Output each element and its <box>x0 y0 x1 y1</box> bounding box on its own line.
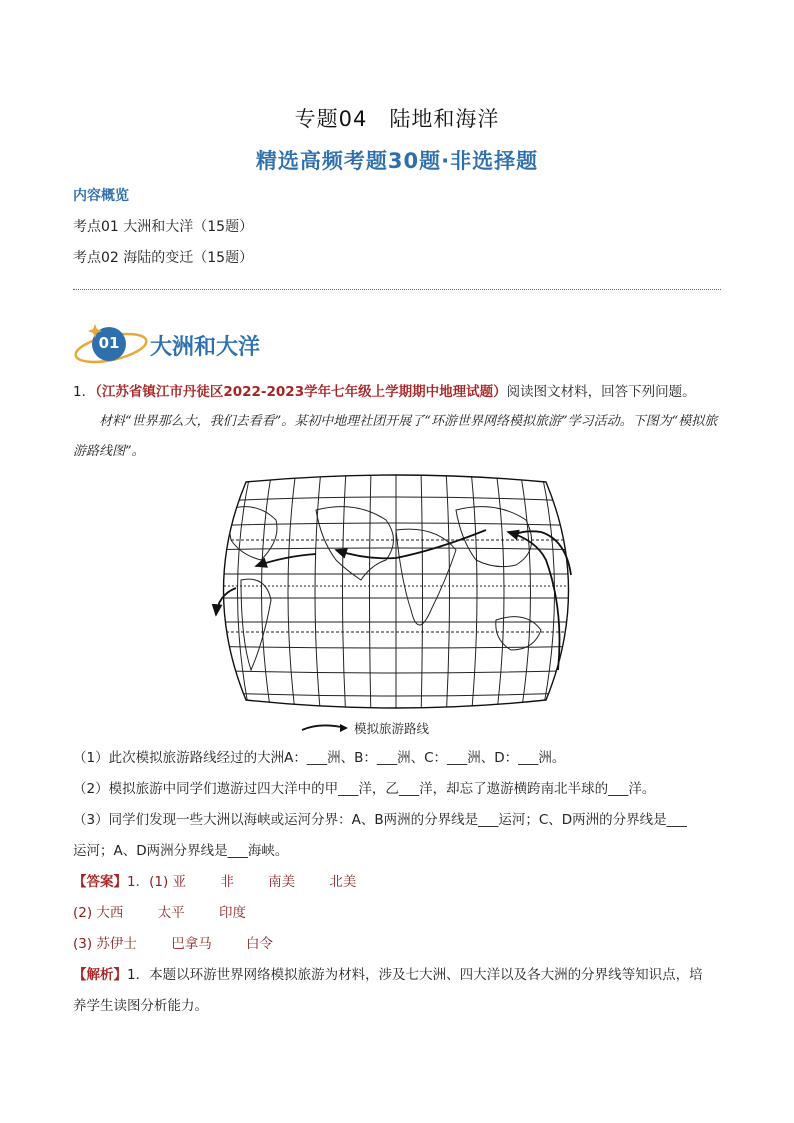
divider <box>73 289 721 290</box>
legend-label: 模拟旅游路线 <box>354 721 430 736</box>
question-source: （江苏省镇江市丹徒区2022-2023学年七年级上学期期中地理试题） <box>95 384 507 400</box>
answer-value: 非 <box>220 874 234 890</box>
answer-line-2 <box>73 903 733 923</box>
answer-value: 亚 <box>172 874 187 890</box>
analysis-text: 1．本题以环游世界网络模拟旅游为材料，涉及七大洲、四大洋以及各大洲的分界线等知识点，培 <box>127 967 703 983</box>
page-title: 专题04 陆地和海洋 <box>294 107 500 131</box>
answer-value: 白令 <box>246 936 274 952</box>
answer-prefix-2: (2) <box>73 905 93 921</box>
question-1-header <box>73 382 733 402</box>
overview-label: 内容概览 <box>73 188 129 204</box>
answer-value: 南美 <box>268 874 296 890</box>
analysis-line-1 <box>73 965 733 985</box>
analysis-line-2: 养学生读图分析能力。 <box>73 998 208 1014</box>
answer-value: 苏伊士 <box>96 936 137 952</box>
sub-question-2: （2）模拟旅游中同学们遨游过四大洋中的甲___洋，乙___洋，却忘了遨游横跨南北半球的___洋。 <box>73 781 656 797</box>
answer-value: 大西 <box>96 905 124 921</box>
key-point-1: 考点01 大洲和大洋（15题） <box>73 219 254 235</box>
answer-value: 印度 <box>219 905 247 921</box>
answer-label: 【答案】 <box>73 874 127 890</box>
sub-question-3a: （3）同学们发现一些大洲以海峡或运河分界：A、B两洲的分界线是___运河；C、D两洲的分界线是___ <box>73 812 687 828</box>
answer-line-1 <box>73 872 733 892</box>
sub-question-1: （1）此次模拟旅游路线经过的大洲A：___洲、B：___洲、C：___洲、D：___洲。 <box>73 750 566 766</box>
section-title: 大洲和大洋 <box>150 335 261 360</box>
answer-prefix-3: (3) <box>73 936 93 952</box>
page-subtitle: 精选高频考题30题·非选择题 <box>255 149 539 173</box>
answer-line-3 <box>73 934 733 954</box>
question-number: 1． <box>73 384 96 400</box>
answer-prefix-1: 1．(1) <box>127 874 169 890</box>
question-prompt: 阅读图文材料，回答下列问题。 <box>506 384 696 400</box>
analysis-label: 【解析】 <box>73 967 127 983</box>
answer-value: 巴拿马 <box>171 936 212 952</box>
material-text: 材料“世界那么大，我们去看看”。某初中地理社团开展了“环游世界网络模拟旅游”学习活动。下图为“模拟旅游路线图”。 <box>73 414 718 459</box>
answer-value: 太平 <box>157 905 185 921</box>
key-point-2: 考点02 海陆的变迁（15题） <box>73 250 254 266</box>
answer-value: 北美 <box>329 874 357 890</box>
map-legend <box>300 718 600 738</box>
sub-question-3b: 运河；A、D两洲分界线是___海峡。 <box>73 843 289 859</box>
route-map <box>196 470 596 740</box>
section-number: 01 <box>98 334 120 352</box>
